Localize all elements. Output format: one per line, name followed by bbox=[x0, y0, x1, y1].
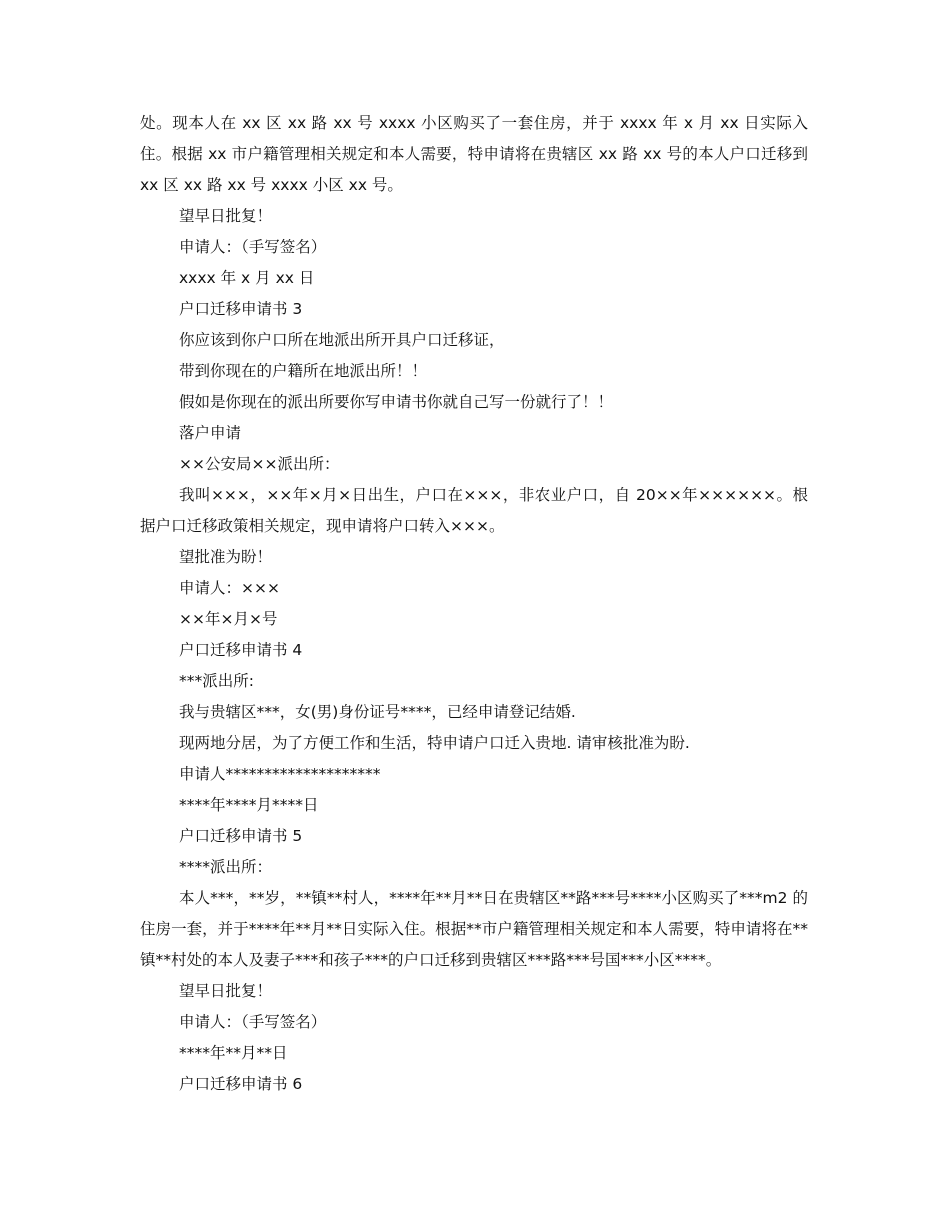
paragraph-residence-application-continued: 处。现本人在 xx 区 xx 路 xx 号 xxxx 小区购买了一套住房，并于 xxxx 年 x 月 xx 日实际入住。根据 xx 市户籍管理相关规定和本人需要，特申请将在贵辖区 xx 路 xx 号的本人户口迁移到 xx 区 xx 路 xx 号 xxxx 小区 xx 号。 bbox=[140, 114, 808, 194]
paragraph-closing-request: 望早日批复！ bbox=[179, 982, 273, 1000]
paragraph-date: xxxx 年 x 月 xx 日 bbox=[179, 269, 315, 287]
paragraph-closing-request: 望早日批复！ bbox=[179, 207, 273, 225]
paragraph-addressee: ***派出所: bbox=[179, 672, 254, 690]
paragraph-date: ××年×月×号 bbox=[179, 610, 278, 628]
paragraph-applicant-signature: 申请人：（手写签名） bbox=[179, 238, 327, 256]
paragraph-applicant: 申请人：××× bbox=[179, 579, 280, 597]
paragraph-marriage-statement: 我与贵辖区***，女(男)身份证号****，已经申请登记结婚. bbox=[179, 703, 576, 721]
paragraph-date: ****年****月****日 bbox=[179, 796, 319, 814]
paragraph-settlement-title: 落户申请 bbox=[179, 424, 242, 442]
section-heading-6: 户口迁移申请书 6 bbox=[179, 1075, 303, 1093]
section-heading-3: 户口迁移申请书 3 bbox=[179, 300, 303, 318]
section-heading-5: 户口迁移申请书 5 bbox=[179, 827, 303, 845]
document-body bbox=[140, 108, 808, 1100]
paragraph-relocation-request: 现两地分居，为了方便工作和生活，特申请户口迁入贵地. 请审核批准为盼. bbox=[179, 734, 690, 752]
paragraph-applicant-signature: 申请人：（手写签名） bbox=[179, 1013, 327, 1031]
paragraph-instruction-2: 带到你现在的户籍所在地派出所！！ bbox=[179, 362, 428, 380]
paragraph-settlement-body: 我叫×××，××年×月×日出生，户口在×××，非农业户口，自 20××年××××××。根据户口迁移政策相关规定，现申请将户口转入×××。 bbox=[140, 486, 808, 535]
paragraph-approval-request: 望批准为盼！ bbox=[179, 548, 273, 566]
paragraph-addressee: ****派出所： bbox=[179, 858, 273, 876]
paragraph-applicant: 申请人******************** bbox=[179, 765, 381, 783]
paragraph-instruction-1: 你应该到你户口所在地派出所开具户口迁移证， bbox=[179, 331, 505, 349]
paragraph-instruction-3: 假如是你现在的派出所要你写申请书你就自己写一份就行了！！ bbox=[179, 393, 614, 411]
section-heading-4: 户口迁移申请书 4 bbox=[179, 641, 303, 659]
paragraph-date: ****年**月**日 bbox=[179, 1044, 288, 1062]
paragraph-addressee: ××公安局××派出所： bbox=[179, 455, 340, 473]
paragraph-migration-body: 本人***，**岁，**镇**村人，****年**月**日在贵辖区**路***号****小区购买了***m2 的住房一套，并于****年**月**日实际入住。根据**市户籍管理相关规定和本人需要，特申请将在**镇**村处的本人及妻子***和孩子***的户口迁移到贵辖区***路***号国***小区****。 bbox=[140, 889, 808, 969]
